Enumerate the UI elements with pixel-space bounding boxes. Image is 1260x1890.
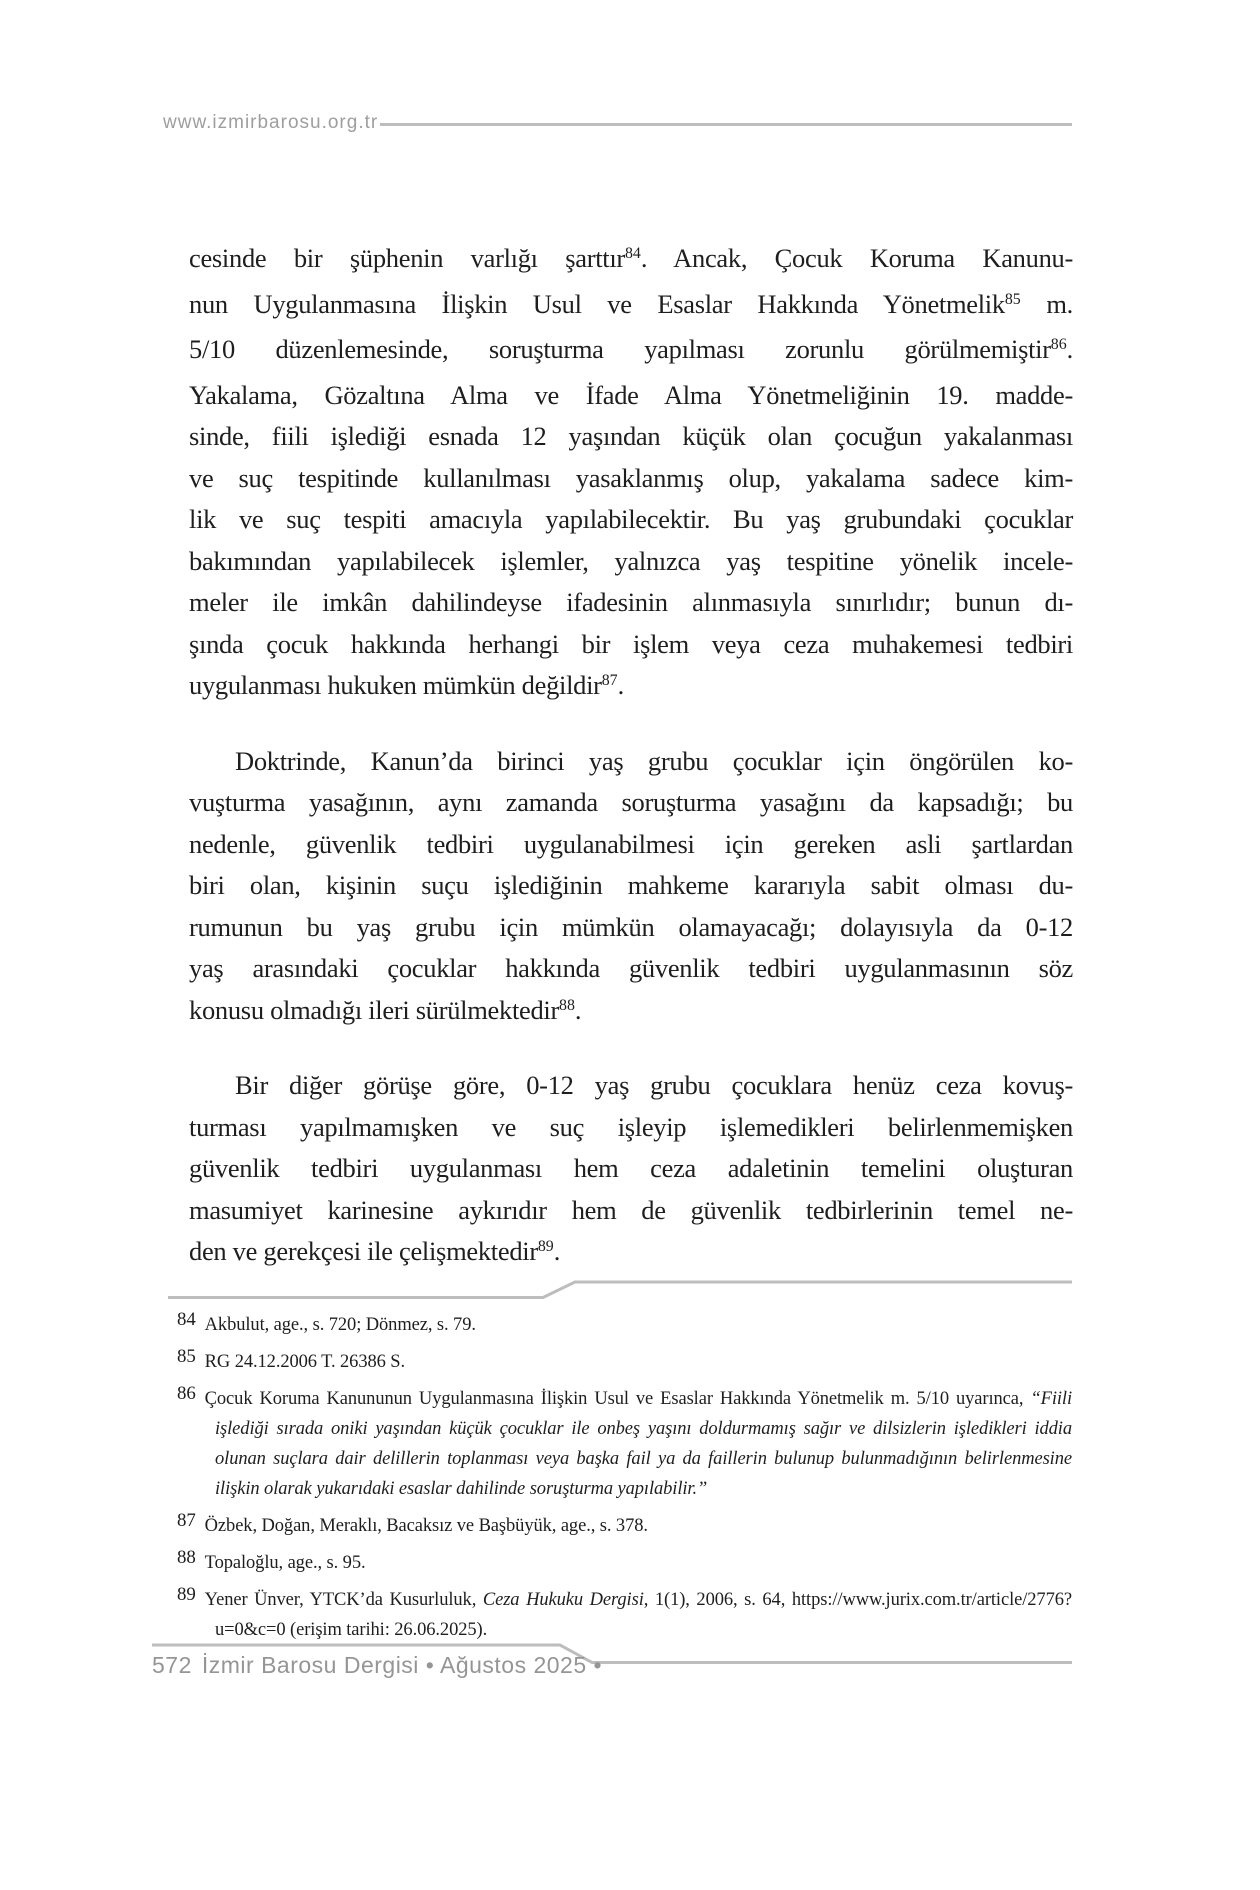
text-line: 5/10 düzenlemesinde, soruşturma yapılması zorunlu görülmemiştir$^{86}$. xyxy=(189,334,1073,364)
footnote-reference: 87 xyxy=(601,672,618,690)
footnote-separator-line xyxy=(168,1279,1072,1301)
text-line: ve suç tespitinde kullanılması yasaklanmış olup, yakalama sadece kim- xyxy=(189,462,1073,493)
text-line: Yakalama, Gözaltına Alma ve İfade Alma Yönetmeliğinin 19. madde- xyxy=(189,379,1073,410)
paragraph xyxy=(189,741,1073,1036)
footnotes xyxy=(177,1310,1072,1652)
paragraph xyxy=(189,238,1073,711)
footnote-reference: 85 xyxy=(1004,290,1021,308)
paragraph xyxy=(189,1065,1073,1277)
journal-title-date: İzmir Barosu Dergisi • Ağustos 2025 • xyxy=(201,1652,603,1678)
footnote-item: 84 Akbulut, age., s. 720; Dönmez, s. 79. xyxy=(177,1308,476,1335)
text-line: uygulanması hukuken mümkün değildir$^{87}$. xyxy=(189,670,624,700)
text-line: konusu olmadığı ileri sürülmektedir$^{88}$. xyxy=(189,994,582,1025)
footnote-reference: 84 xyxy=(624,245,641,263)
footnote-number: 88 xyxy=(177,1546,196,1568)
text-line: nun Uygulanmasına İlişkin Usul ve Esaslar Hakkında Yönetmelik$^{85}$ m. xyxy=(189,288,1073,319)
footnote-item: 85 RG 24.12.2006 T. 26386 S. xyxy=(177,1345,406,1372)
page-number: 572 xyxy=(152,1652,192,1678)
page-header xyxy=(163,112,1072,134)
footnote-number: 89 xyxy=(177,1583,196,1605)
text-line: turması yapılmamışken ve suç işleyip işlemedikleri belirlenmemişken xyxy=(189,1111,1073,1142)
text-line: sinde, fiili işlediği esnada 12 yaşından küçük olan çocuğun yakalanması xyxy=(189,421,1073,451)
text-line: yaş arasındaki çocuklar hakkında güvenlik tedbiri uygulanmasının söz xyxy=(189,953,1073,983)
body-text xyxy=(189,238,1073,1307)
text-line: biri olan, kişinin suçu işlediğinin mahkeme kararıyla sabit olması du- xyxy=(189,870,1073,900)
italic-text: Ceza Hukuku Dergisi xyxy=(482,1590,644,1610)
footnote-number: 87 xyxy=(177,1509,196,1531)
footnote-item: 89 Yener Ünver, YTCK’da Kusurluluk, Ceza Hukuku Dergisi, 1(1), 2006, s. 64, https://www.jurix.com.tr/article/2776?u=0&c=0 (erişim tarihi: 26.06.2025). xyxy=(177,1583,1072,1640)
footnote-separator xyxy=(168,1279,1072,1301)
footer xyxy=(152,1652,602,1679)
text-line: Bir diğer görüşe göre, 0-12 yaş grubu çocuklara henüz ceza kovuş- xyxy=(235,1070,1073,1100)
italic-text: “Fiili işlediği sırada oniki yaşından küçük çocuklar ile onbeş yaşını doldurmamış sağır ve dilsizlerin işledikleri iddia olunan suçlara dair delillerin toplanması veya başka fail ya da faillerin bulunup bulunmadığının belirlenmesine ilişkin olarak yukarıdaki esaslar dahilinde soruşturma yapılabilir.” xyxy=(215,1389,1072,1499)
footnote-item: 88 Topaloğlu, age., s. 95. xyxy=(177,1546,366,1573)
footnote-reference: 88 xyxy=(559,996,575,1014)
text-line: şında çocuk hakkında herhangi bir işlem veya ceza muhakemesi tedbiri xyxy=(189,628,1073,659)
footnote-item: 87 Özbek, Doğan, Meraklı, Bacaksız ve Başbüyük, age., s. 378. xyxy=(177,1509,648,1536)
header-rule xyxy=(380,123,1072,126)
footnote-number: 85 xyxy=(177,1345,196,1367)
text-line: rumunun bu yaş grubu için mümkün olamayacağı; dolayısıyla da 0-12 xyxy=(189,911,1073,942)
text-line: cesinde bir şüphenin varlığı şarttır$^{84}$. Ancak, Çocuk Koruma Kanunu- xyxy=(189,243,1073,273)
text-line: den ve gerekçesi ile çelişmektedir$^{89}$. xyxy=(189,1236,561,1266)
footnote-reference: 89 xyxy=(537,1238,554,1256)
text-line: meler ile imkân dahilindeyse ifadesinin alınmasıyla sınırlıdır; bunun dı- xyxy=(189,587,1073,617)
footnote-number: 86 xyxy=(177,1382,196,1404)
footnote-reference: 86 xyxy=(1050,336,1067,354)
text-line: vuşturma yasağının, aynı zamanda soruşturma yasağını da kapsadığı; bu xyxy=(189,787,1073,817)
footnote-number: 84 xyxy=(177,1308,196,1330)
text-line: masumiyet karinesine aykırıdır hem de güvenlik tedbirlerinin temel ne- xyxy=(189,1194,1073,1225)
header-website-url: www.izmirbarosu.org.tr xyxy=(163,112,379,133)
footnote-item: 86 Çocuk Koruma Kanununun Uygulanmasına İlişkin Usul ve Esaslar Hakkında Yönetmelik m. 5/10 uyarınca, “Fiili işlediği sırada oniki yaşından küçük çocuklar ile onbeş yaşını doldurmamış sağır ve dilsizlerin işledikleri iddia olunan suçlara dair delillerin toplanması veya başka fail ya da faillerin bulunup bulunmadığının belirlenmesine ilişkin olarak yukarıdaki esaslar dahilinde soruşturma yapılabilir.” xyxy=(177,1382,1072,1499)
text-line: nedenle, güvenlik tedbiri uygulanabilmesi için gereken asli şartlardan xyxy=(189,828,1073,859)
text-line: güvenlik tedbiri uygulanması hem ceza adaletinin temelini oluşturan xyxy=(189,1153,1073,1183)
text-line: Doktrinde, Kanun’da birinci yaş grubu çocuklar için öngörülen ko- xyxy=(235,745,1073,776)
text-line: bakımından yapılabilecek işlemler, yalnızca yaş tespitine yönelik incele- xyxy=(189,545,1073,576)
text-line: lik ve suç tespiti amacıyla yapılabilecektir. Bu yaş grubundaki çocuklar xyxy=(189,504,1073,534)
